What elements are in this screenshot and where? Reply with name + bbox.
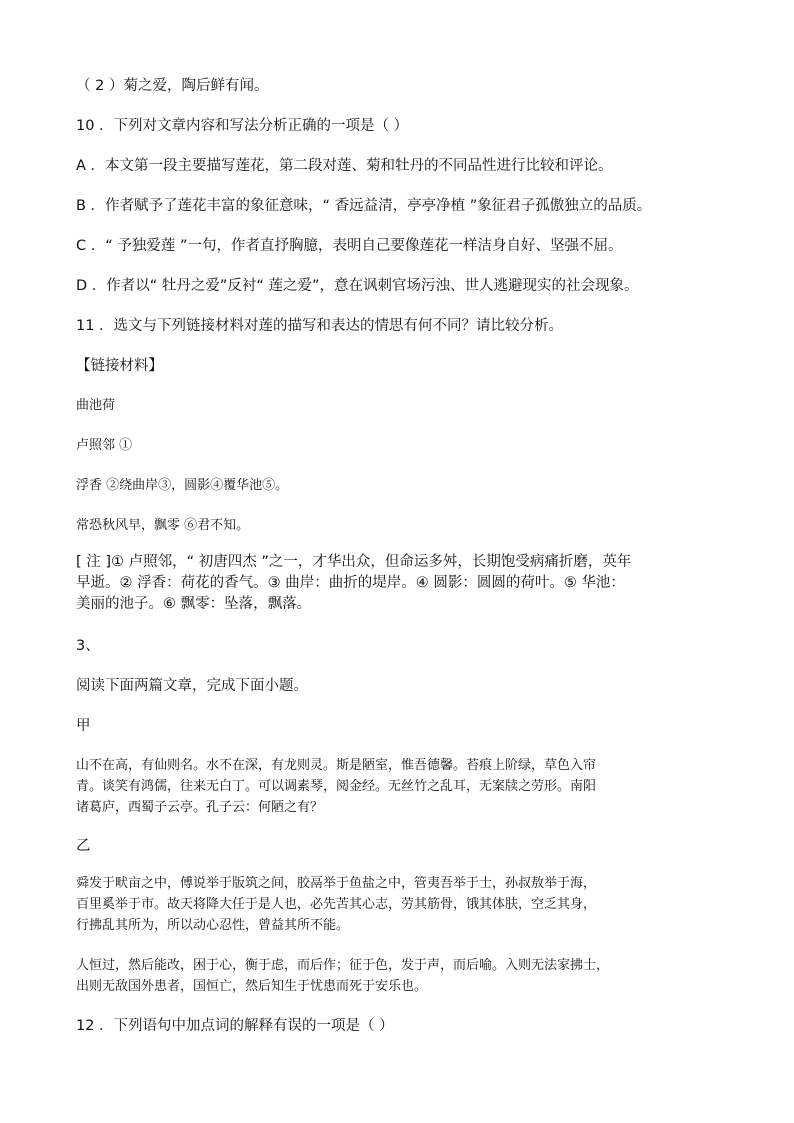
option-c: C ．“ 予独爱莲 ”一句，作者直抒胸臆，表明自己要像莲花一样洁身自好、坚强不屈。 xyxy=(76,238,623,254)
poem-line-2: 常恐秋风早，飘零 ⑥君不知。 xyxy=(76,518,250,533)
linked-material-heading: 【链接材料】 xyxy=(76,358,163,374)
passage-b-line-2: 百里奚举于市。故天将降大任于是人也，必先苦其心志，劳其筋骨，饿其体肤，空乏其身， xyxy=(76,897,597,912)
option-a: A ．本文第一段主要描写莲花，第二段对莲、菊和牡丹的不同品性进行比较和评论。 xyxy=(76,158,613,174)
passage-b-line-5: 出则无敌国外患者，国恒亡，然后知生于忧患而死于安乐也。 xyxy=(76,979,428,994)
section-number: 3、 xyxy=(76,638,100,654)
question-12-stem: 12 ．下列语句中加点词的解释有误的一项是（ ） xyxy=(76,1018,394,1034)
passage-b-label: 乙 xyxy=(76,838,91,854)
poem-title: 曲池荷 xyxy=(76,398,116,413)
notes-line-1: [ 注 ]① 卢照邻，“ 初唐四杰 ”之一，才华出众，但命运多舛，长期饱受病痛折磨，英年 xyxy=(76,554,632,570)
passage-b-line-1: 舜发于畎亩之中，傅说举于版筑之间，胶鬲举于鱼盐之中，管夷吾举于士，孙叔敖举于海， xyxy=(76,876,597,891)
poem-author: 卢照邻 ① xyxy=(76,438,133,453)
passage-a-line-3: 诸葛庐，西蜀子云亭。孔子云：何陋之有？ xyxy=(76,800,324,815)
passage-b-line-3: 行拂乱其所为，所以动心忍性，曾益其所不能。 xyxy=(76,918,350,933)
option-d: D ．作者以“ 牡丹之爱”反衬“ 莲之爱”，意在讽刺官场污浊、世人逃避现实的社会现象。 xyxy=(76,278,639,294)
notes-line-3: 美丽的池子。⑥ 飘零：坠落，飘落。 xyxy=(76,596,312,612)
notes-line-2: 早逝。② 浮香：荷花的香气。③ 曲岸：曲折的堤岸。④ 圆影：圆圆的荷叶。⑤ 华池： xyxy=(76,575,625,591)
passage-a-line-2: 青。谈笑有鸿儒，往来无白丁。可以调素琴，阅金经。无丝竹之乱耳，无案牍之劳形。南阳 xyxy=(76,779,597,794)
passage-a-label: 甲 xyxy=(76,718,91,734)
passage-a-line-1: 山不在高，有仙则名。水不在深，有龙则灵。斯是陋室，惟吾德馨。苔痕上阶绿，草色入帘 xyxy=(76,758,597,773)
question-11-stem: 11 ．选文与下列链接材料对莲的描写和表达的情思有何不同？请比较分析。 xyxy=(76,318,564,334)
question-9-item-2: （ 2 ）菊之爱，陶后鲜有闻。 xyxy=(76,78,269,94)
option-b: B ．作者赋予了莲花丰富的象征意味，“ 香远益清，亭亭净植 ”象征君子孤傲独立的品质。 xyxy=(76,198,652,214)
poem-line-1: 浮香 ②绕曲岸③，圆影④覆华池⑤。 xyxy=(76,478,289,493)
reading-instruction: 阅读下面两篇文章，完成下面小题。 xyxy=(76,678,308,694)
passage-b-line-4: 人恒过，然后能改，困于心，衡于虑，而后作；征于色，发于声，而后喻。入则无法家拂士， xyxy=(76,958,610,973)
question-10-stem: 10 ．下列对文章内容和写法分析正确的一项是（ ） xyxy=(76,118,409,134)
